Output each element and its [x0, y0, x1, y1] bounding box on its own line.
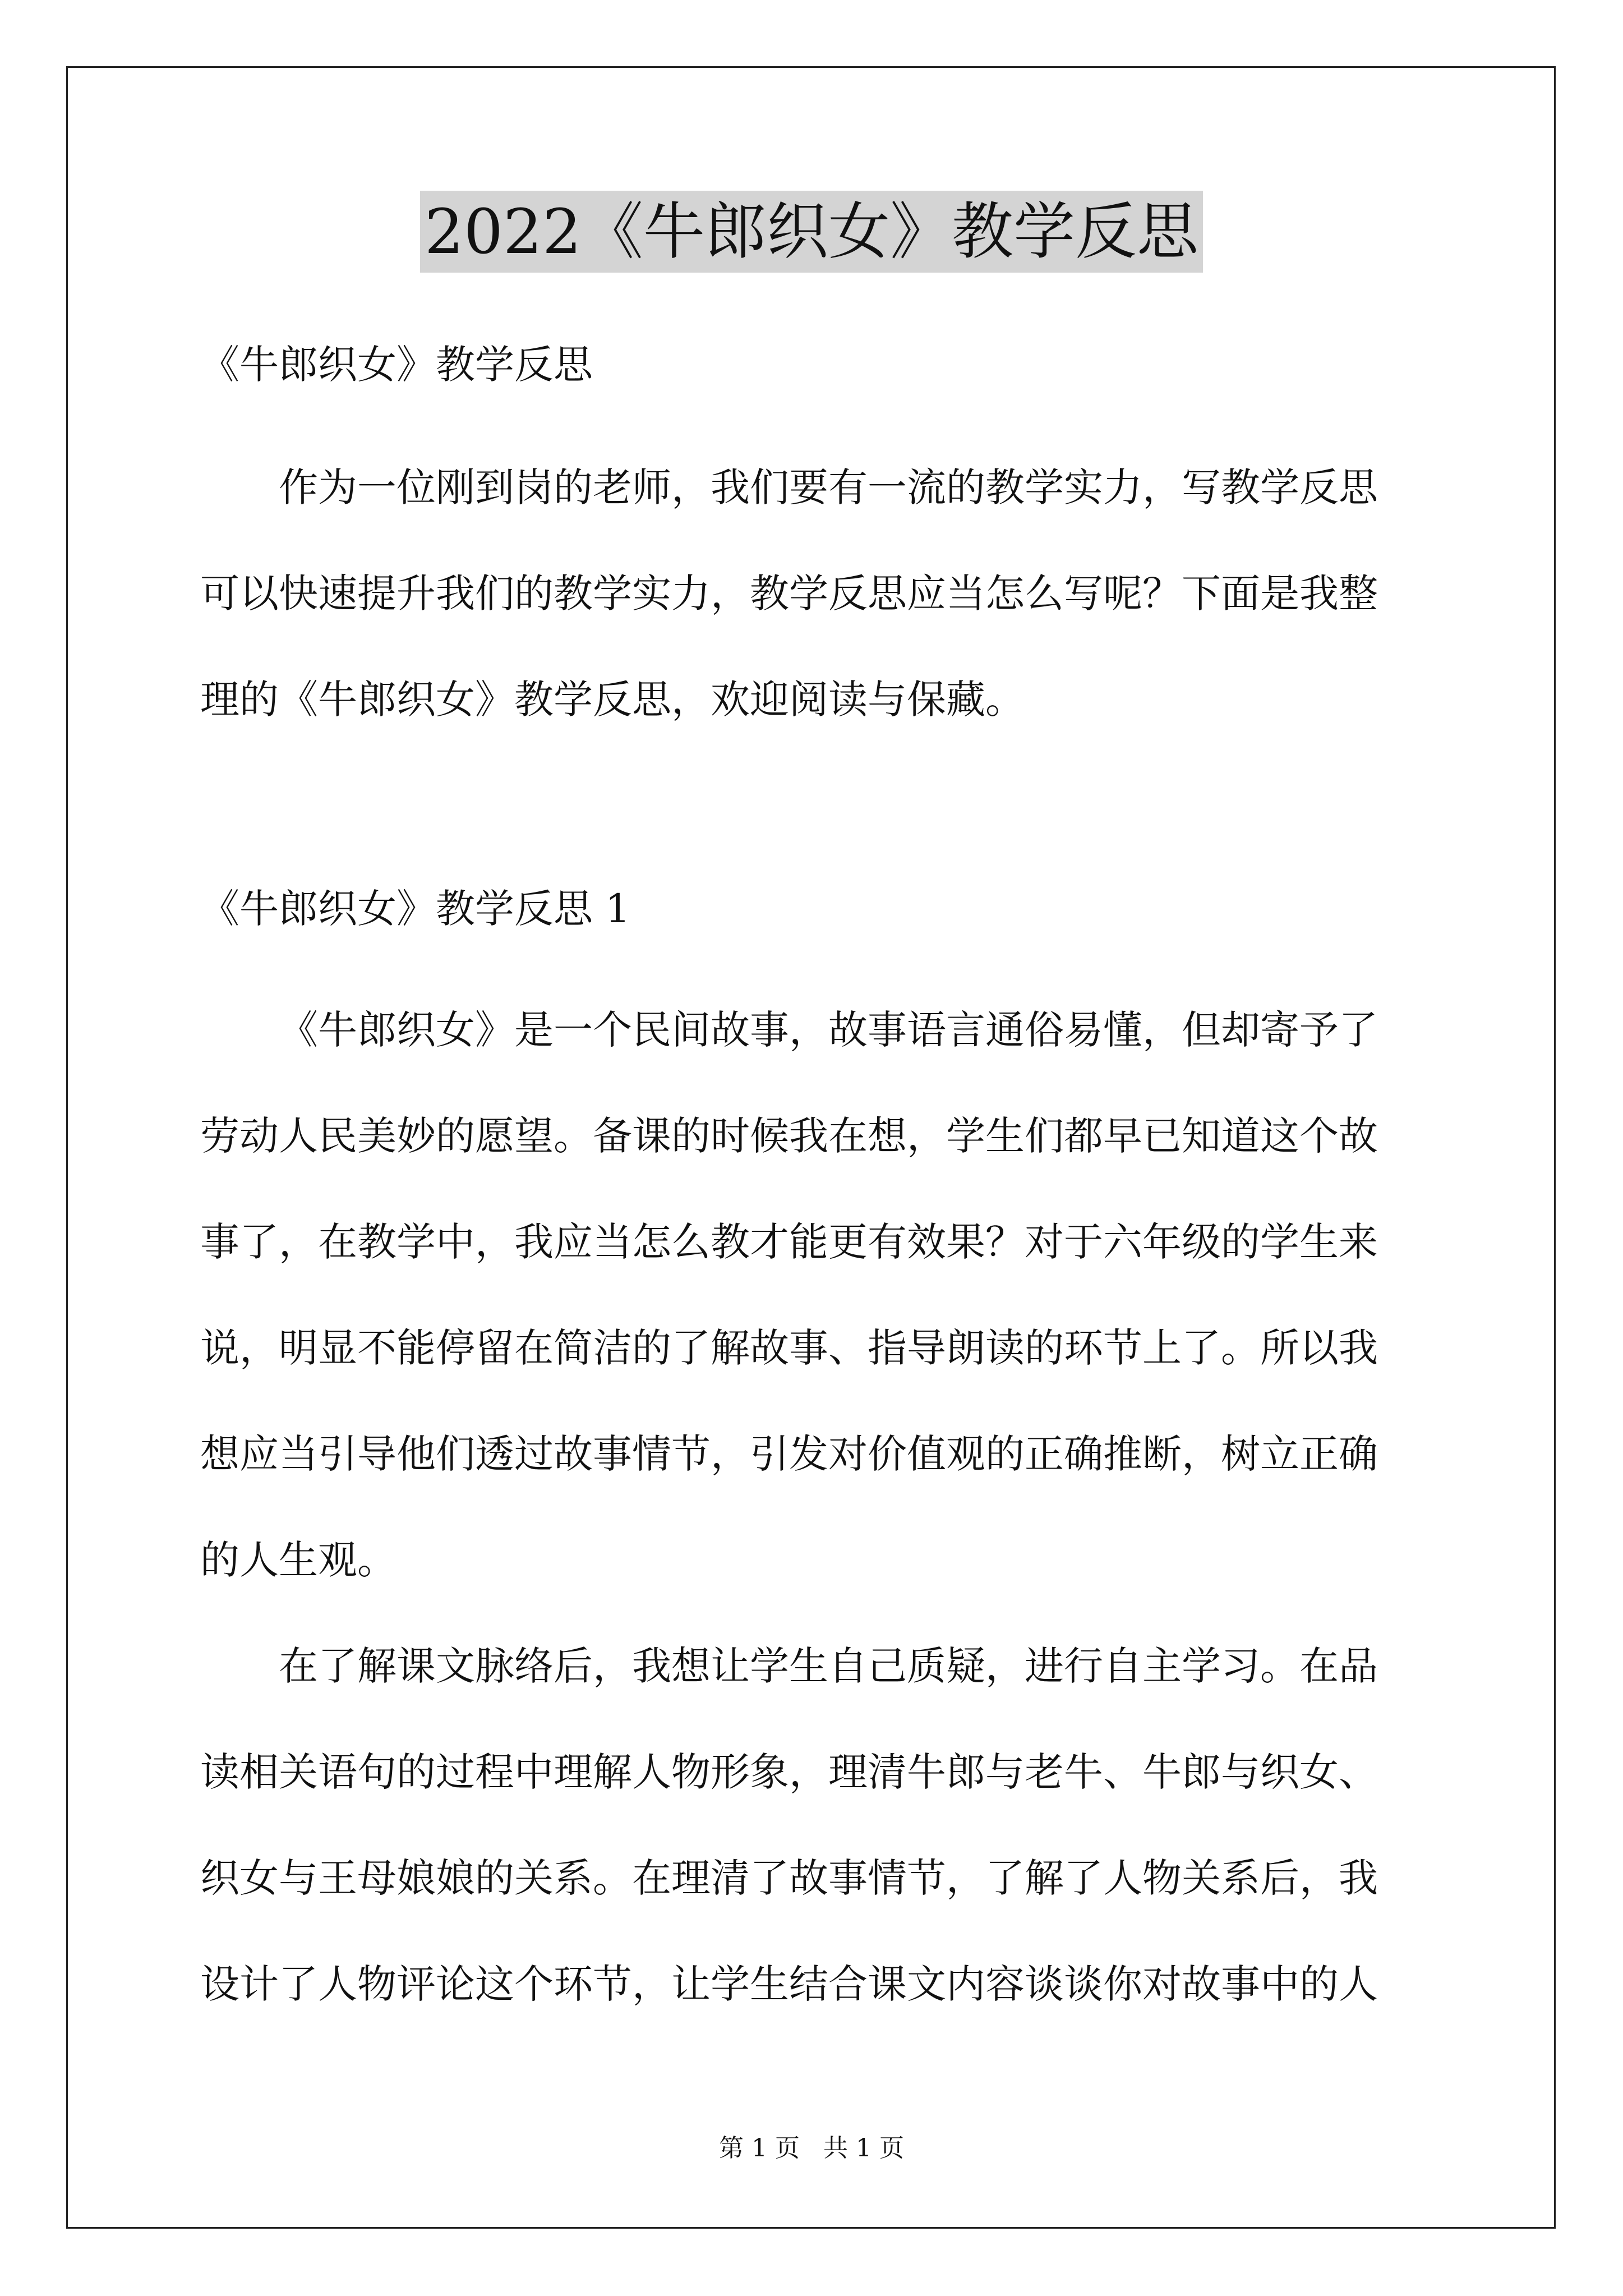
para2-line-4: 设计了人物评论这个环节，让学生结合课文内容谈谈你对故事中的人 — [200, 1961, 1378, 2007]
para1-line-4: 说，明显不能停留在简洁的了解故事、指导朗读的环节上了。所以我 — [200, 1325, 1378, 1371]
page-total: 共 1 页 — [823, 2134, 904, 2162]
document-subtitle: 《牛郎织女》教学反思 — [200, 342, 593, 388]
para1-line-5: 想应当引导他们透过故事情节，引发对价值观的正确推断，树立正确 — [200, 1431, 1378, 1477]
para2-line-3: 织女与王母娘娘的关系。在理清了故事情节，了解了人物关系后，我 — [200, 1855, 1378, 1901]
para2-line-1: 在了解课文脉络后，我想让学生自己质疑，进行自主学习。在品 — [279, 1643, 1378, 1689]
document-title: 2022《牛郎织女》教学反思 — [420, 191, 1203, 273]
section-heading: 《牛郎织女》教学反思 1 — [200, 886, 630, 932]
section-heading-block — [200, 881, 1428, 937]
intro-line-2: 可以快速提升我们的教学实力，教学反思应当怎么写呢？下面是我整 — [200, 570, 1378, 616]
intro-line-3: 理的《牛郎织女》教学反思，欢迎阅读与保藏。 — [200, 677, 1025, 723]
para1-line-6: 的人生观。 — [200, 1537, 396, 1583]
paragraph-1 — [200, 977, 1428, 1613]
subtitle-block — [200, 337, 1428, 393]
intro-paragraph — [200, 435, 1428, 753]
intro-line-1: 作为一位刚到岗的老师，我们要有一流的教学实力，写教学反思 — [279, 464, 1378, 510]
para1-line-2: 劳动人民美妙的愿望。备课的时候我在想，学生们都早已知道这个故 — [200, 1113, 1378, 1159]
paragraph-2 — [200, 1613, 1428, 2037]
para1-line-1: 《牛郎织女》是一个民间故事，故事语言通俗易懂，但却寄予了 — [279, 1007, 1378, 1053]
page-footer — [0, 2132, 1623, 2165]
page-number: 第 1 页 — [719, 2134, 800, 2162]
title-container — [0, 191, 1623, 273]
para1-line-3: 事了，在教学中，我应当怎么教才能更有效果？对于六年级的学生来 — [200, 1219, 1378, 1265]
para2-line-2: 读相关语句的过程中理解人物形象，理清牛郎与老牛、牛郎与织女、 — [200, 1749, 1378, 1795]
